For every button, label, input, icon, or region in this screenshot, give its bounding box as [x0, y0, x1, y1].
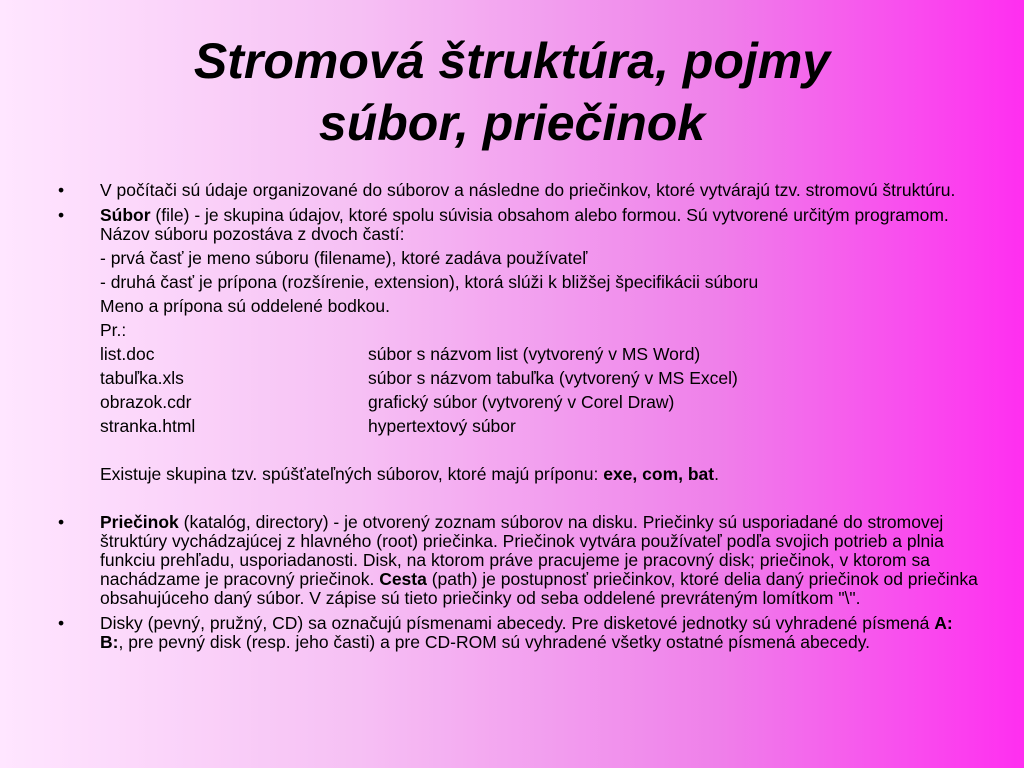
bullet-icon: •	[58, 205, 65, 225]
example-filename: list.doc	[100, 344, 155, 364]
example-filename: stranka.html	[100, 416, 196, 436]
sub-line: - prvá časť je meno súboru (filename), ktoré zadáva používateľ	[100, 248, 588, 268]
example-row	[58, 369, 978, 388]
bullet-item	[58, 181, 978, 200]
example-row	[58, 417, 978, 436]
bullet-text: (path) je postupnosť priečinkov, ktoré delia daný priečinok od priečinka obsahujúceho daný súbor. V zápise sú tieto priečinky od seba oddelené prevráteným lomítkom "\".	[100, 569, 978, 608]
example-row	[58, 393, 978, 412]
example-filename: obrazok.cdr	[100, 392, 192, 412]
bullet-text: (katalóg, directory) - je otvorený zoznam súborov na disku. Priečinky sú usporiadané do stromovej štruktúry vychádzajúcej z hlavného (root) priečinka. Priečinok vytvára používateľ podľa svojich potrieb a plnia funkciu prehľadu, usporiadanosti. Disk, na ktorom práve pracujeme je pracovný disk; priečinok, v ktorom sa nachádzame je pracovný priečinok.	[100, 512, 944, 589]
bullet-text: (file) - je skupina údajov, ktoré spolu súvisia obsahom alebo formou. Sú vytvorené určitým programom. Názov súboru pozostáva z dvoch častí:	[100, 205, 949, 244]
example-filename: tabuľka.xls	[100, 368, 184, 388]
title-line-1: Stromová štruktúra, pojmy	[193, 33, 831, 89]
term-subor: Súbor	[100, 205, 151, 225]
slide-body	[58, 181, 978, 652]
example-description: grafický súbor (vytvorený v Corel Draw)	[368, 392, 675, 412]
bullet-item	[58, 206, 978, 244]
example-description: hypertextový súbor	[368, 416, 516, 436]
sub-line: - druhá časť je prípona (rozšírenie, extension), ktorá slúži k bližšej špecifikácii súboru	[100, 272, 759, 292]
bullet-icon: •	[58, 180, 65, 200]
executable-text: Existuje skupina tzv. spúšťateľných súborov, ktoré majú príponu:	[100, 464, 604, 484]
drive-letters: A: B:	[100, 613, 953, 652]
example-row	[58, 345, 978, 364]
title-line-2: súbor, priečinok	[318, 95, 706, 151]
executable-extensions: exe, com, bat	[603, 464, 715, 484]
bullet-item	[58, 614, 978, 652]
term-cesta: Cesta	[379, 569, 427, 589]
bullet-icon: •	[58, 613, 65, 633]
executable-period: .	[714, 464, 719, 484]
sub-line: Pr.:	[100, 320, 127, 340]
executable-note	[58, 465, 978, 484]
example-description: súbor s názvom list (vytvorený v MS Word)	[368, 344, 701, 364]
term-priecinok: Priečinok	[100, 512, 179, 532]
bullet-text: Disky (pevný, pružný, CD) sa označujú písmenami abecedy. Pre disketové jednotky sú vyhradené písmená	[100, 613, 935, 633]
bullet-icon: •	[58, 512, 65, 532]
slide-title	[0, 30, 1024, 154]
sub-line: Meno a prípona sú oddelené bodkou.	[100, 296, 390, 316]
bullet-text: , pre pevný disk (resp. jeho časti) a pre CD-ROM sú vyhradené všetky ostatné písmená abecedy.	[118, 632, 871, 652]
bullet-text: V počítači sú údaje organizované do súborov a následne do priečinkov, ktoré vytvárajú tzv. stromovú štruktúru.	[100, 180, 956, 200]
example-description: súbor s názvom tabuľka (vytvorený v MS Excel)	[368, 368, 738, 388]
bullet-item	[58, 513, 978, 608]
